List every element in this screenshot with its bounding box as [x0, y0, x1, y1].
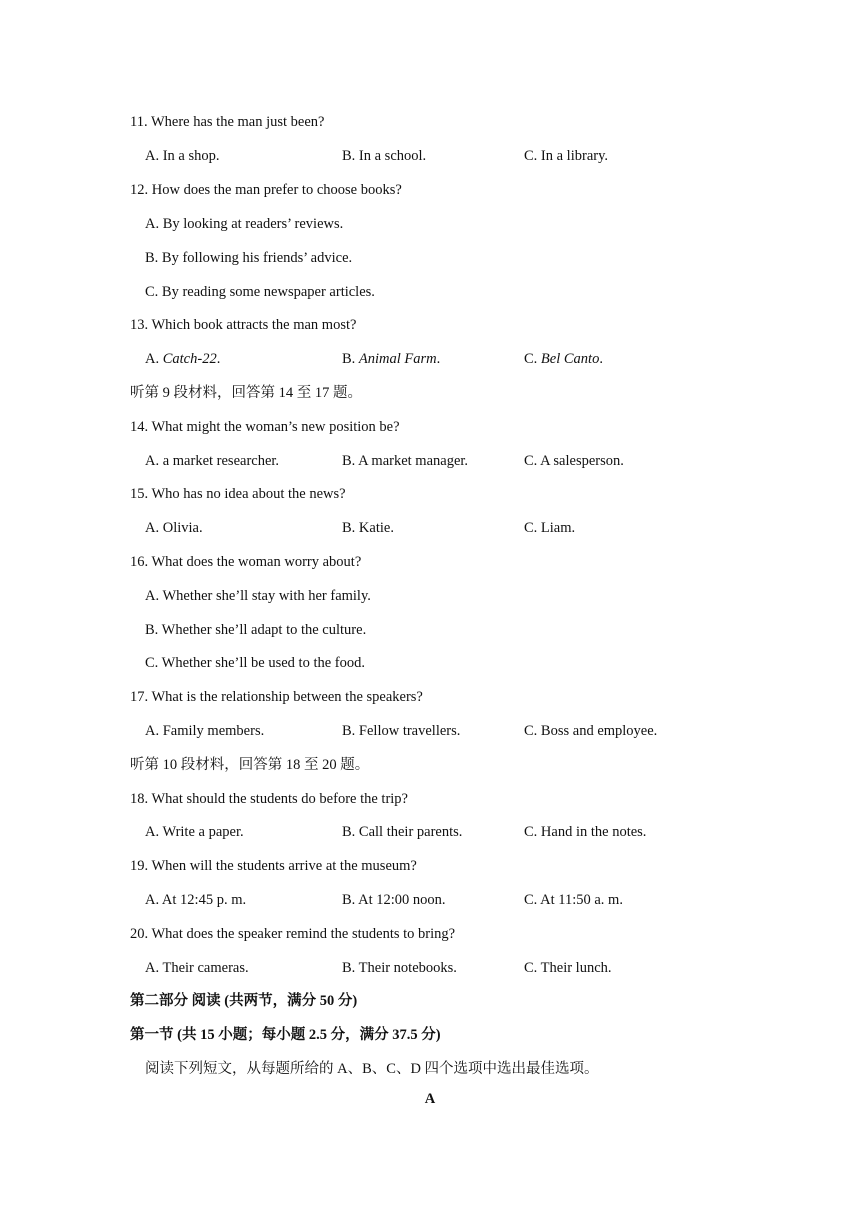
option-a: A. Family members.	[145, 723, 265, 739]
section-9-instruction: 听第 9 段材料，回答第 14 至 17 题。	[130, 385, 362, 401]
question-18-options	[0, 822, 860, 842]
question-16-option-a: A. Whether she’ll stay with her family.	[145, 588, 371, 604]
question-13-options	[0, 349, 860, 369]
option-b: B. Animal Farm.	[342, 351, 441, 367]
option-a: A. Catch-22.	[145, 351, 221, 367]
option-c: C. Their lunch.	[524, 960, 612, 976]
question-17-stem: 17. What is the relationship between the speakers?	[130, 689, 423, 705]
question-12-stem: 12. How does the man prefer to choose books?	[130, 182, 402, 198]
option-b: B. At 12:00 noon.	[342, 892, 446, 908]
question-14-options	[0, 451, 860, 471]
question-13-stem: 13. Which book attracts the man most?	[130, 317, 357, 333]
question-19-options	[0, 890, 860, 910]
option-b: B. Their notebooks.	[342, 960, 457, 976]
question-14-stem: 14. What might the woman’s new position be?	[130, 419, 400, 435]
question-16-stem: 16. What does the woman worry about?	[130, 554, 362, 570]
question-18-stem: 18. What should the students do before the trip?	[130, 791, 408, 807]
option-b: B. In a school.	[342, 148, 427, 164]
option-c: C. Boss and employee.	[524, 723, 658, 739]
question-20-options	[0, 958, 860, 978]
option-a: A. In a shop.	[145, 148, 220, 164]
question-12-option-b: B. By following his friends’ advice.	[145, 250, 353, 266]
option-b: B. Katie.	[342, 520, 394, 536]
option-c: C. In a library.	[524, 148, 609, 164]
question-11-stem: 11. Where has the man just been?	[130, 114, 325, 130]
option-c: C. At 11:50 a. m.	[524, 892, 623, 908]
question-16-option-b: B. Whether she’ll adapt to the culture.	[145, 622, 367, 638]
option-c: C. Bel Canto.	[524, 351, 603, 367]
question-20-stem: 20. What does the speaker remind the students to bring?	[130, 926, 456, 942]
option-b: B. Call their parents.	[342, 824, 463, 840]
section-10-instruction: 听第 10 段材料，回答第 18 至 20 题。	[130, 757, 370, 773]
section-1-heading: 第一节 (共 15 小题；每小题 2.5 分，满分 37.5 分)	[130, 1027, 441, 1043]
option-b: B. A market manager.	[342, 453, 469, 469]
option-a: A. At 12:45 p. m.	[145, 892, 247, 908]
question-16-option-c: C. Whether she’ll be used to the food.	[145, 655, 365, 671]
option-a: A. Olivia.	[145, 520, 203, 536]
question-19-stem: 19. When will the students arrive at the museum?	[130, 858, 417, 874]
question-17-options	[0, 721, 860, 741]
option-a: A. Their cameras.	[145, 960, 249, 976]
question-11-options	[0, 146, 860, 166]
option-c: C. Liam.	[524, 520, 576, 536]
option-a: A. Write a paper.	[145, 824, 244, 840]
question-12-option-a: A. By looking at readers’ reviews.	[145, 216, 344, 232]
option-b: B. Fellow travellers.	[342, 723, 461, 739]
question-15-stem: 15. Who has no idea about the news?	[130, 486, 346, 502]
option-c: C. Hand in the notes.	[524, 824, 647, 840]
option-a: A. a market researcher.	[145, 453, 280, 469]
reading-instruction: 阅读下列短文，从每题所给的 A、B、C、D 四个选项中选出最佳选项。	[145, 1061, 599, 1077]
part-2-heading: 第二部分 阅读 (共两节，满分 50 分)	[130, 993, 358, 1009]
option-c: C. A salesperson.	[524, 453, 624, 469]
passage-label: A	[424, 1091, 436, 1107]
question-15-options	[0, 518, 860, 538]
question-12-option-c: C. By reading some newspaper articles.	[145, 284, 375, 300]
